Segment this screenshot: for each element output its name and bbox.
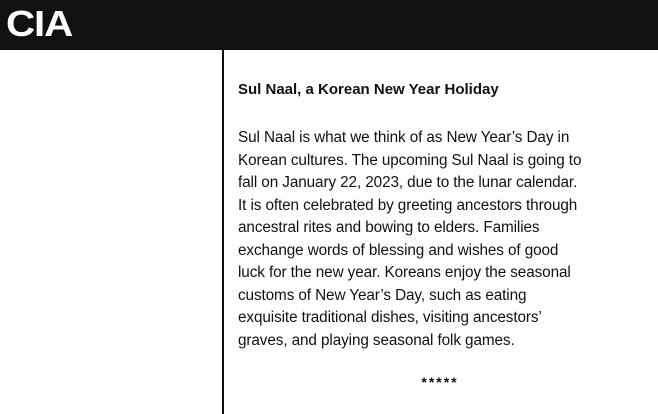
column-divider [222, 50, 224, 414]
article-body-line: graves, and playing seasonal folk games. [238, 331, 515, 349]
article-body-line: exquisite traditional dishes, visiting ancestors’ [238, 309, 542, 326]
left-pane [0, 50, 222, 414]
article-body-line: Sul Naal is what we think of as New Year’s Day in [238, 129, 570, 146]
article [238, 80, 648, 352]
site-header [0, 0, 658, 50]
article-body-line: exchange words of blessing and wishes of good [238, 241, 559, 259]
article-body-line: fall on January 22, 2023, due to the lunar calendar. [238, 174, 578, 191]
article-title: Sul Naal, a Korean New Year Holiday [238, 81, 499, 98]
article-body-line: luck for the new year. Koreans enjoy the seasonal [238, 264, 571, 281]
article-body-line: ancestral rites and bowing to elders. Families [238, 219, 540, 236]
site-logo[interactable]: CIA [6, 3, 73, 44]
article-body-line: customs of New Year’s Day, such as eating [238, 286, 527, 304]
article-body-line: Korean cultures. The upcoming Sul Naal is going to [238, 151, 582, 169]
article-body-line: It is often celebrated by greeting ancestors through [238, 196, 578, 214]
article-body [238, 127, 648, 352]
section-separator: ***** [421, 374, 459, 390]
